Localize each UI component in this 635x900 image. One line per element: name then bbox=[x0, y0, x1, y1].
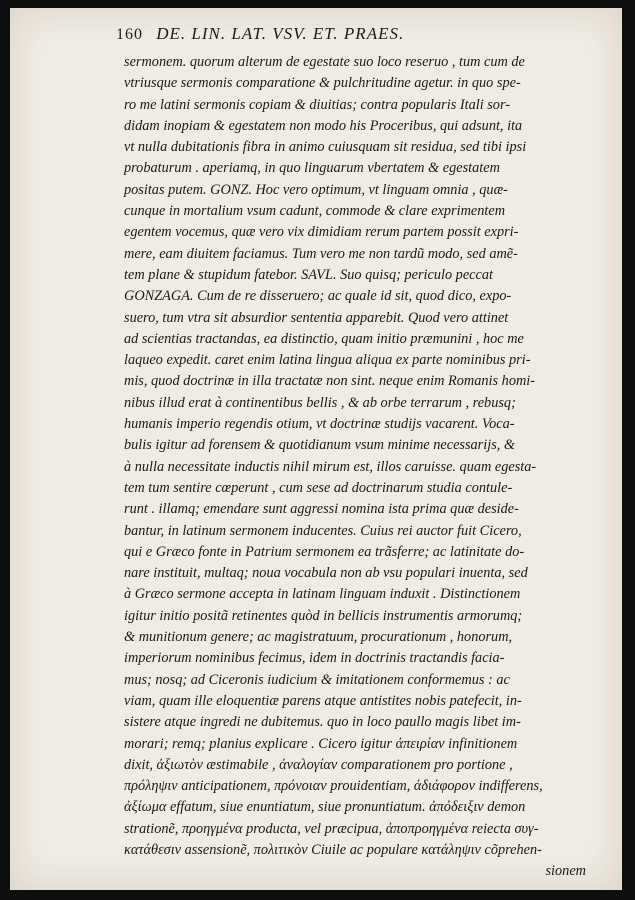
text-line: πρόληψιν anticipationem, πρόνοιαν prouidentiam, ἀδιάφορον indifferens, bbox=[124, 778, 543, 795]
text-line: ad scientias tractandas, ea distinctio, quam initio præmunini , hoc me bbox=[124, 330, 524, 347]
text-line: probaturum . aperiamq, in quo linguarum vbertatem & egestatem bbox=[124, 160, 500, 177]
text-line: suero, tum vtra sit absurdior sententia apparebit. Quod vero attinet bbox=[124, 309, 509, 326]
text-line: ro me latini sermonis copiam & diuitias; contra popularis Itali sor- bbox=[124, 96, 510, 113]
text-line: humanis imperio regendis otium, vt doctrinæ studijs vacarent. Voca- bbox=[124, 416, 515, 433]
text-line: mis, quod doctrinæ in illa tractatæ non sint. neque enim Romanis homi- bbox=[124, 373, 536, 390]
text-line: tem plane & stupidum fatebor. SAVL. Suo quisq; periculo peccat bbox=[124, 266, 493, 283]
text-line: vtriusque sermonis comparatione & pulchritudine agetur. in quo spe- bbox=[124, 75, 521, 92]
text-line: qui e Græco fonte in Patrium sermonem ea trãsferre; ac latinitate do- bbox=[124, 543, 525, 560]
text-line: ἀξίωμα effatum, siue enuntiatum, siue pronuntiatum. ἀπόδειξιν demon bbox=[124, 799, 526, 816]
text-line: viam, quam ille eloquentiæ parens atque antistites nobis patefecit, in- bbox=[124, 692, 522, 709]
text-line: sermonem. quorum alterum de egestate suo loco reseruo , tum cum de bbox=[124, 54, 525, 70]
text-line: κατάθεσιν assensionẽ, πολιτικὸν Ciuile ac populare κατάληψιν cõprehen- bbox=[124, 841, 542, 858]
text-line: sionem bbox=[545, 863, 586, 880]
text-line: tem tum sentire cœperunt , cum sese ad doctrinarum studia contule- bbox=[124, 479, 513, 496]
text-line: & munitionum genere; ac magistratuum, procurationum , honorum, bbox=[124, 629, 513, 646]
text-line: laqueo expedit. caret enim latina lingua aliqua ex parte nominibus pri- bbox=[124, 352, 531, 369]
text-line: à Græco sermone accepta in latinam linguam induxit . Distinctionem bbox=[124, 586, 521, 603]
running-head: DE. LIN. LAT. VSV. ET. PRAES. bbox=[156, 24, 405, 43]
text-line: à nulla necessitate inductis nihil mirum est, illos caruisse. quam egesta- bbox=[124, 458, 537, 475]
text-line: vt nulla dubitationis fibra in animo cuiusquam sit residua, sed tibi ipsi bbox=[124, 139, 527, 156]
text-line: imperiorum nominibus fecimus, idem in doctrinis tractandis facia- bbox=[124, 650, 505, 667]
text-line: sistere atque ingredi ne dubitemus. quo in loco paullo magis libet im- bbox=[124, 714, 521, 731]
page-header bbox=[116, 24, 546, 50]
text-line: nare instituit, multaq; noua vocabula non ab vsu populari inuenta, sed bbox=[124, 565, 528, 582]
text-line: didam inopiam & egestatem non modo his Proceribus, qui adsunt, ita bbox=[124, 117, 523, 134]
text-line: cunque in mortalium vsum cadunt, commode & clare exprimentem bbox=[124, 203, 506, 220]
text-line: dixit, ἀξιωτὸν æstimabile , ἀναλογίαν comparationem pro portione , bbox=[124, 756, 513, 773]
body-text bbox=[124, 52, 594, 883]
text-line: mus; nosq; ad Ciceronis iudicium & imitationem conformemus : ac bbox=[124, 671, 510, 688]
text-line: bantur, in latinum sermonem inducentes. Cuius rei auctor fuit Cicero, bbox=[124, 522, 522, 539]
text-line: strationẽ, προηγμένα producta, vel præcipua, ἀποπροηγμένα reiecta συγ- bbox=[124, 820, 539, 837]
text-line: nibus illud erat à continentibus bellis , & ab orbe terrarum , rebusq; bbox=[124, 394, 516, 411]
text-line: morari; remq; planius explicare . Cicero igitur ἀπειρίαν infinitionem bbox=[124, 735, 518, 752]
text-line: GONZAGA. Cum de re disseruero; ac quale id sit, quod dico, expo- bbox=[124, 288, 512, 305]
text-line: igitur initio positã retinentes quòd in bellicis instrumentis armorumq; bbox=[124, 607, 523, 624]
page-number: 160 bbox=[116, 26, 143, 43]
text-line: egentem vocemus, quæ vero vix dimidiam rerum partem possit expri- bbox=[124, 224, 519, 241]
text-line: positas putem. GONZ. Hoc vero optimum, vt linguam omnia , quæ- bbox=[124, 181, 508, 198]
text-line: mere, eam diuitem faciamus. Tum vero me non tardũ modo, sed amẽ- bbox=[124, 245, 518, 262]
text-line: runt . illamq; emendare sunt aggressi nomina ista prima quæ deside- bbox=[124, 501, 519, 518]
text-line: bulis igitur ad forensem & quotidianum vsum minime necessarijs, & bbox=[124, 437, 516, 454]
